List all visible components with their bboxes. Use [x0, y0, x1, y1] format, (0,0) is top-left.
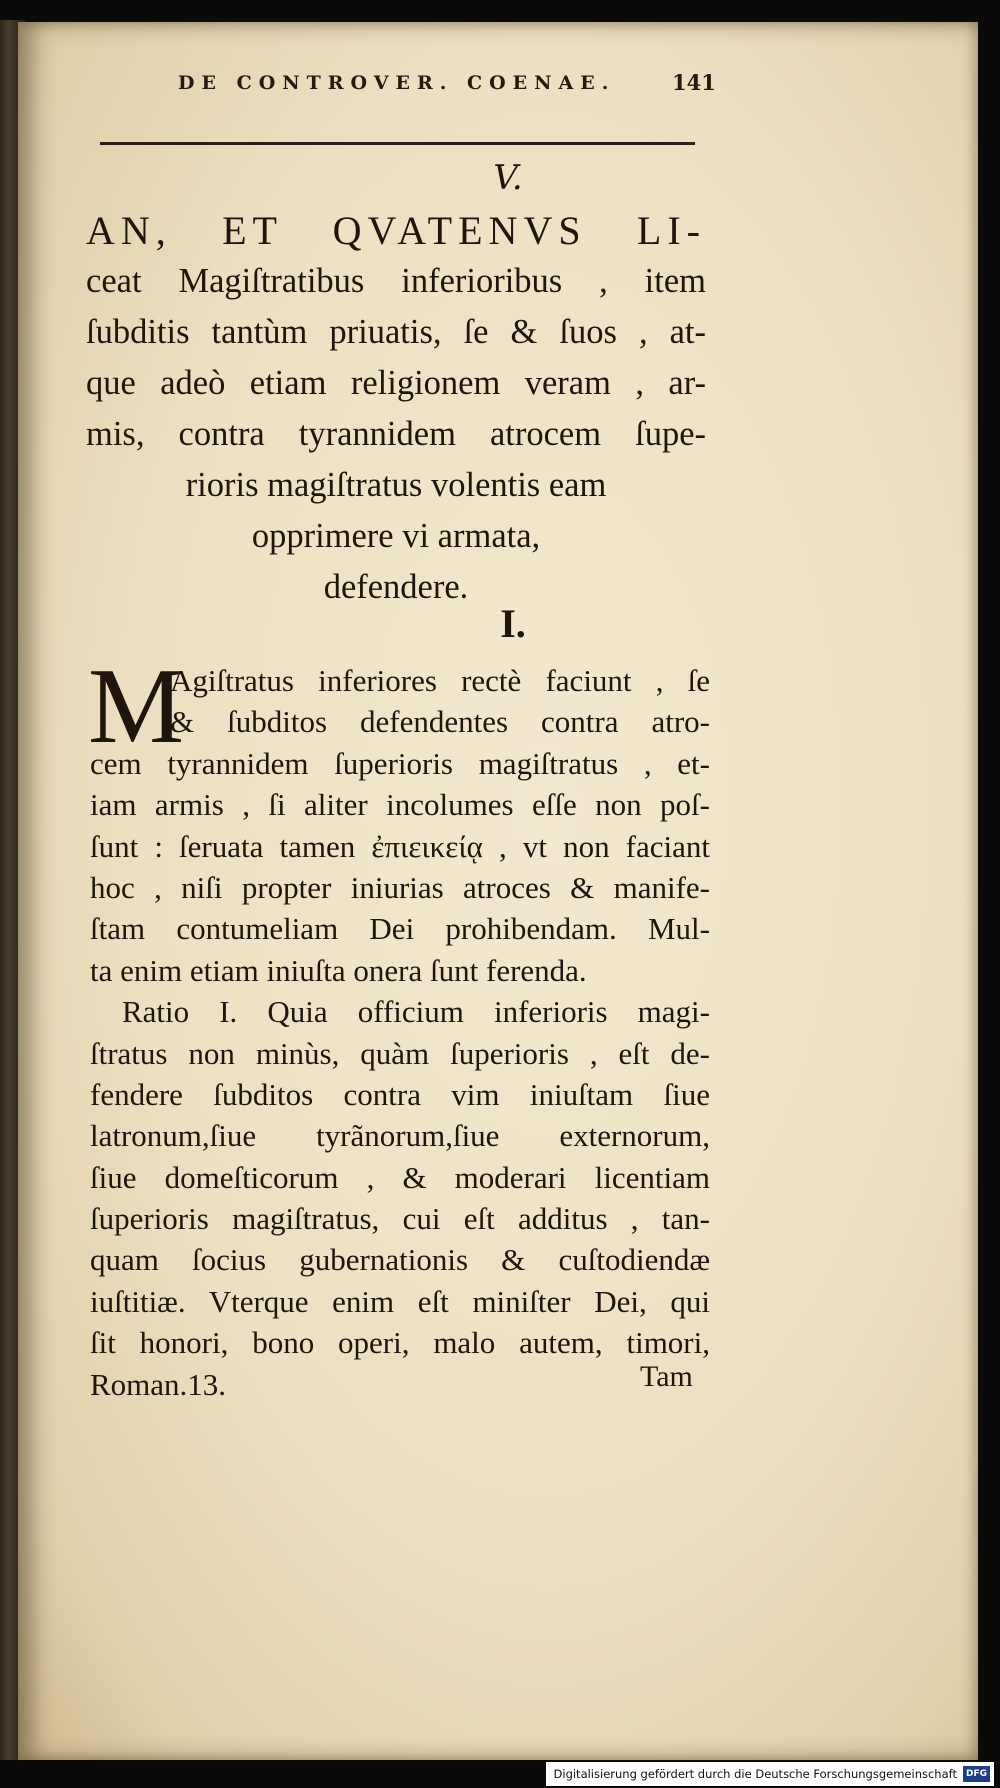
running-head-title: DE CONTROVER. COENAE. [178, 72, 616, 94]
text-line: ſtam contumeliam Dei prohibendam. Mul- [90, 911, 710, 947]
text-line: ſunt : ſeruata tamen ἐπιεικείᾳ , vt non faciant [90, 828, 710, 864]
section-number: I. [500, 601, 526, 646]
text-line: ta enim etiam iniuſta onera ſunt ferenda. [90, 952, 587, 988]
catchword: Tam [640, 1360, 693, 1393]
text-line: cem tyrannidem ſuperioris magiſtratus , et- [90, 745, 710, 781]
drop-cap: M [88, 647, 185, 766]
page-number: 141 [672, 70, 716, 95]
text-line: quam ſocius gubernationis & cuſtodiendæ [90, 1242, 710, 1278]
chapter-title [86, 205, 706, 613]
text-line: Agiſtratus inferiores rectè faciunt , ſe [170, 663, 710, 698]
body-text [88, 647, 710, 1405]
title-line: opprimere vi armata, [251, 517, 541, 555]
running-head [0, 66, 1000, 106]
header-rule [100, 142, 695, 145]
text-line: & ſubditos defendentes contra atro- [170, 704, 710, 740]
text-line: latronum,ſiue tyrãnorum,ſiue externorum, [90, 1118, 710, 1154]
text-line: ſit honori, bono operi, malo autem, timori, [90, 1325, 710, 1361]
title-line: mis, contra tyrannidem atrocem ſupe- [86, 415, 706, 453]
text-line: hoc , niſi propter iniurias atroces & manife- [90, 869, 710, 905]
text-line: Roman.13. [90, 1366, 227, 1402]
title-line: rioris magiſtratus volentis eam [185, 466, 607, 504]
text-line: ſtratus non minùs, quàm ſuperioris , eſt de- [90, 1035, 710, 1071]
title-line: ceat Magiſtratibus inferioribus , item [86, 262, 706, 300]
text-line: iuſtitiæ. Vterque enim eſt miniſter Dei, qui [90, 1283, 710, 1319]
text-line: ſiue domeſticorum , & moderari licentiam [90, 1159, 710, 1195]
title-line: defendere. [323, 568, 469, 606]
digitization-credit [546, 1762, 994, 1786]
title-line: AN, ET QVATENVS LI- [86, 208, 706, 253]
text-line: iam armis , ſi aliter incolumes eſſe non poſ- [90, 787, 710, 823]
title-line: que adeò etiam religionem veram , ar- [86, 364, 706, 402]
dfg-logo-icon: DFG [963, 1766, 990, 1782]
text-line: fendere ſubditos contra vim iniuſtam ſiue [90, 1076, 710, 1112]
text-line: Ratio I. Quia officium inferioris magi- [122, 994, 710, 1030]
credit-text: Digitalisierung gefördert durch die Deutsche Forschungsgemeinschaft [553, 1767, 957, 1781]
title-line: ſubditis tantùm priuatis, ſe & ſuos , at- [86, 313, 706, 351]
text-line: ſuperioris magiſtratus, cui eſt additus , tan- [90, 1201, 710, 1237]
chapter-number: V. [493, 158, 523, 198]
